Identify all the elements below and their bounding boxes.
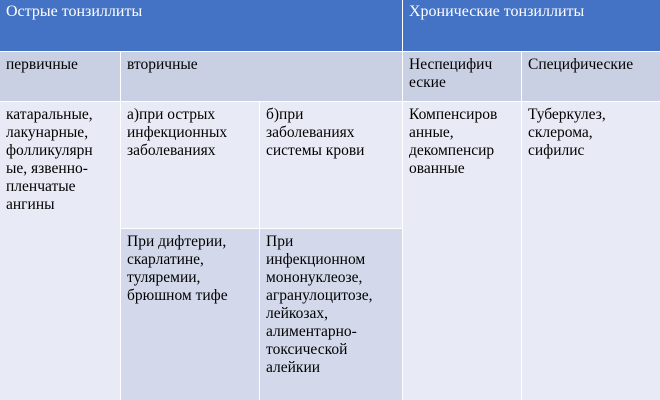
cell-secondary-blood-diseases: б)при заболеваниях системы крови — [260, 102, 402, 228]
cell-primary-types: катаральные, лакунарные, фолликулярн ые, язвенно- пленчатые ангины — [0, 102, 120, 400]
header-acute-tonsillitis: Острые тонзиллиты — [0, 0, 402, 51]
cell-specific-types: Туберкулез, склерома, сифилис — [522, 102, 660, 400]
cell-blood-diseases-list: При инфекционном мононуклеозе, агранулоцитозе, лейкозах, алиментарно- токсической алейкии — [260, 229, 402, 400]
cell-acute-infections-list: При дифтерии, скарлатине, туляремии, брюшном тифе — [121, 229, 259, 400]
subheader-specific: Специфические — [522, 52, 660, 101]
subheader-nonspecific: Неспецифич еские — [403, 52, 521, 101]
cell-secondary-acute-infections: а)при острых инфекционных заболеваниях — [121, 102, 259, 228]
subheader-primary: первичные — [0, 52, 120, 101]
subheader-secondary: вторичные — [121, 52, 402, 101]
cell-nonspecific-types: Компенсиров анные, декомпенсир ованные — [403, 102, 521, 400]
header-chronic-tonsillitis: Хронические тонзиллиты — [403, 0, 660, 51]
